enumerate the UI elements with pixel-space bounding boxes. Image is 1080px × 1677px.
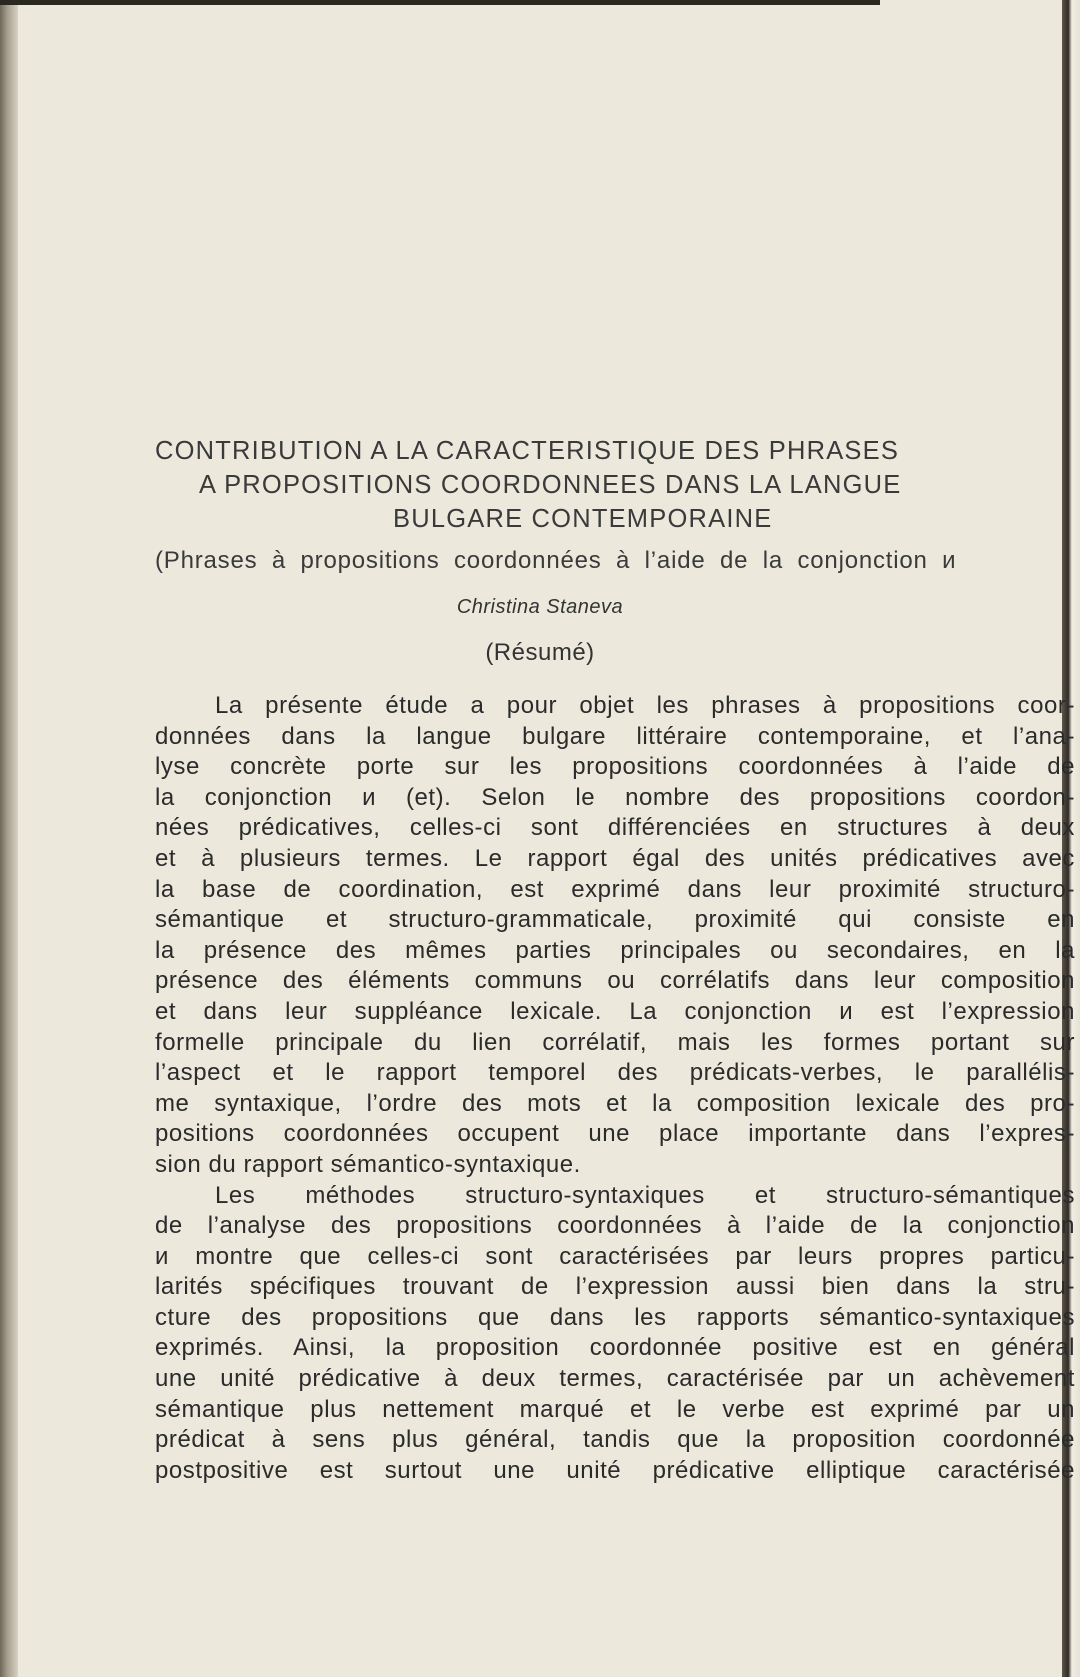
body-line: sion du rapport sémantico-syntaxique.	[155, 1150, 581, 1178]
body-line: Les méthodes structuro-syntaxiques et structuro-sémantiques	[215, 1181, 1075, 1209]
scan-top-edge	[0, 0, 880, 5]
body-line: postpositive est surtout une unité prédicative elliptique caractérisée	[155, 1456, 1075, 1484]
body-line: sémantique plus nettement marqué et le verbe est exprimé par un	[155, 1395, 1075, 1423]
body-line: la présence des mêmes parties principales ou secondaires, en la	[155, 936, 1075, 964]
body-line: nées prédicatives, celles-ci sont différenciées en structures à deux	[155, 814, 1075, 842]
body-line: données dans la langue bulgare littéraire contemporaine, et l’ana-	[155, 722, 1075, 750]
body-line: la base de coordination, est exprimé dans leur proximité structuro-	[155, 875, 1075, 903]
body-line: exprimés. Ainsi, la proposition coordonnée positive est en général	[155, 1334, 1075, 1362]
article-title	[155, 434, 1075, 536]
body-line: la conjonction и (et). Selon le nombre des propositions coordon-	[155, 783, 1075, 811]
body-line: et à plusieurs termes. Le rapport égal des unités prédicatives avec	[155, 844, 1075, 872]
title-line-2: A PROPOSITIONS COORDONNEES DANS LA LANGUE	[199, 471, 902, 499]
author-name: Christina Staneva	[456, 596, 624, 618]
body-line: l’aspect et le rapport temporel des prédicats-verbes, le parallélis-	[155, 1059, 1075, 1087]
body-line: formelle principale du lien corrélatif, mais les formes portant sur	[155, 1028, 1075, 1056]
resume-label: (Résumé)	[485, 639, 595, 666]
body-line: de l’analyse des propositions coordonnées à l’aide de la conjonction	[155, 1212, 1075, 1240]
body-line: et dans leur suppléance lexicale. La conjonction и est l’expression	[155, 997, 1075, 1025]
title-line-1: CONTRIBUTION A LA CARACTERISTIQUE DES PHRASES	[155, 437, 900, 465]
body-line: positions coordonnées occupent une place importante dans l’expres-	[155, 1120, 1075, 1148]
body-line: La présente étude a pour objet les phrases à propositions coor-	[215, 692, 1075, 719]
title-line-3: BULGARE CONTEMPORAINE	[393, 505, 773, 533]
body-line: une unité prédicative à deux termes, caractérisée par un achèvement	[155, 1365, 1075, 1393]
body-line: larités spécifiques trouvant de l’expression aussi bien dans la stru-	[155, 1273, 1075, 1301]
body-line: sémantique et structuro-grammaticale, proximité qui consiste en	[155, 906, 1075, 934]
article-subtitle: (Phrases à propositions coordonnées à l’aide de la conjonction и	[155, 547, 957, 574]
body-line: и montre que celles-ci sont caractérisées par leurs propres particu-	[155, 1242, 1075, 1270]
body-line: lyse concrète porte sur les propositions coordonnées à l’aide de	[155, 753, 1075, 781]
body-line: cture des propositions que dans les rapports sémantico-syntaxiques	[155, 1303, 1075, 1331]
abstract-body	[155, 691, 1075, 1486]
article-content	[155, 434, 1075, 1486]
body-line: prédicat à sens plus général, tandis que la proposition coordonnée	[155, 1426, 1075, 1454]
body-line: présence des éléments communs ou corrélatifs dans leur composition	[155, 967, 1075, 995]
body-line: me syntaxique, l’ordre des mots et la composition lexicale des pro-	[155, 1089, 1075, 1117]
scan-left-edge	[0, 0, 18, 1677]
